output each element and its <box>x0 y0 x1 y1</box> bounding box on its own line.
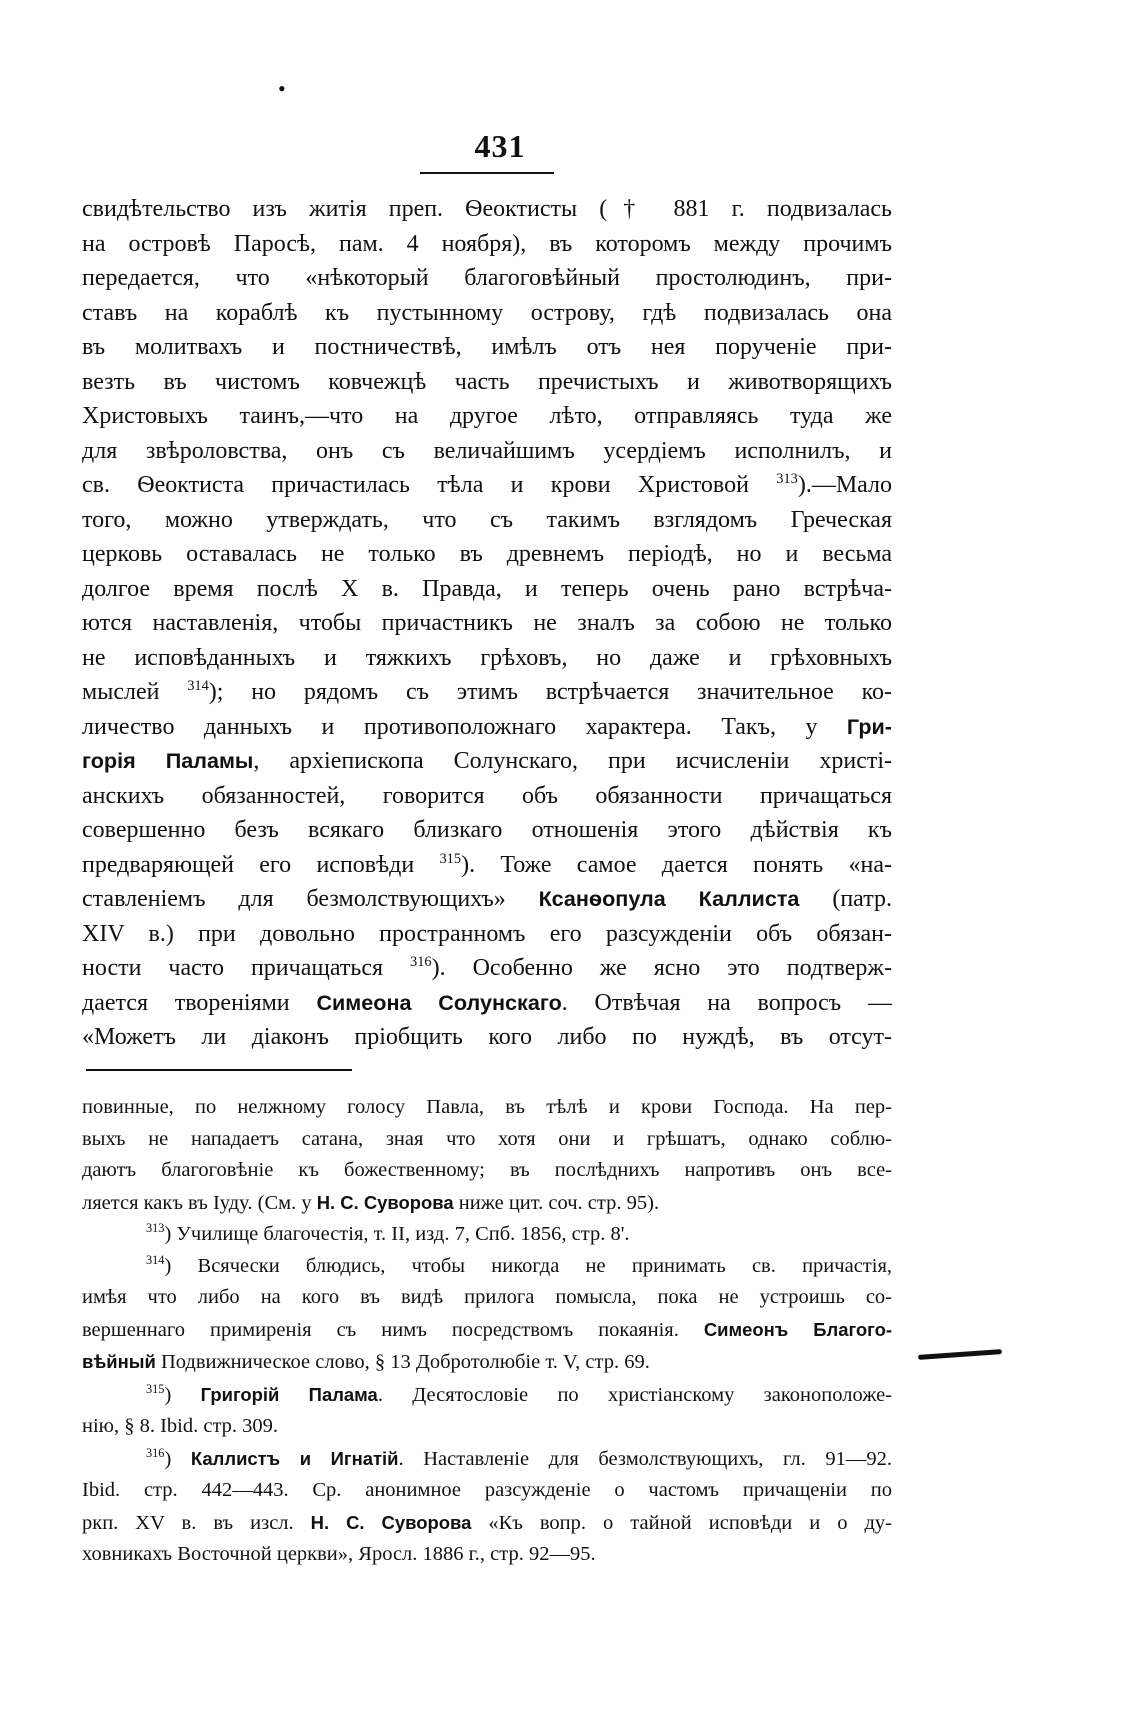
text-line: для звѣроловства, онъ съ величайшимъ усердіемъ исполнилъ, и <box>82 437 892 464</box>
text-line: ставъ на кораблѣ къ пустынному острову, гдѣ подвизалась она <box>82 299 892 326</box>
footnote-line: даютъ благоговѣніе къ божественному; въ послѣднихъ напротивъ онъ все- <box>82 1159 892 1181</box>
footnote-number: 315 <box>146 1381 165 1396</box>
text-line: на островѣ Паросѣ, пам. 4 ноября), въ которомъ между прочимъ <box>82 230 892 257</box>
footnotes <box>82 1092 892 1571</box>
text-line: ются наставленія, чтобы причастникъ не зналъ за собою не только <box>82 610 892 636</box>
text-line: везть въ чистомъ ковчежцѣ часть пречистыхъ и животворящихъ <box>82 368 892 395</box>
footnote-ref: 313 <box>776 471 798 487</box>
text-line: XIV в.) при довольно пространномъ его разсужденіи объ обязан- <box>82 920 892 947</box>
text-line: того, можно утверждать, что съ такимъ взглядомъ Греческая <box>82 506 892 533</box>
person-name: Гри- <box>846 713 892 739</box>
footnote-ref: 316 <box>410 954 432 970</box>
footnote-line: вѣйный Подвижническое слово, § 13 Добротолюбіе т. V, стр. 69. <box>82 1351 650 1373</box>
footnote-line: нію, § 8. Ibid. стр. 309. <box>82 1415 279 1437</box>
footnote-line: имѣя что либо на кого въ видѣ прилога помысла, пока не устроишь со- <box>82 1286 892 1308</box>
ink-speck: • <box>278 76 286 101</box>
text-line: не исповѣданныхъ и тяжкихъ грѣховъ, но даже и грѣховныхъ <box>82 644 892 671</box>
person-name: Каллистъ и Игнатій <box>190 1447 399 1469</box>
text-line: горія Паламы, архіепископа Солунскаго, при исчисленіи христі- <box>82 748 892 774</box>
text-line: церковь оставалась не только въ древнемъ періодѣ, но и весьма <box>82 541 892 567</box>
text-line: ставленіемъ для безмолствующихъ» Ксанѳопула Каллиста (патр. <box>82 886 892 912</box>
person-name: горія Паламы <box>82 748 254 773</box>
page-number: 431 <box>474 128 526 164</box>
footnote-ref: 315 <box>439 850 462 867</box>
person-name: Н. С. Суворова <box>310 1511 472 1533</box>
text-line: Христовыхъ таинъ,—что на другое лѣто, отправляясь туда же <box>82 403 892 429</box>
footnote-line: ркп. XV в. въ изсл. Н. С. Суворова «Къ вопр. о тайной исповѣди и о ду- <box>82 1511 893 1534</box>
text-line: свидѣтельство изъ житія преп. Ѳеоктисты († 881 г. подвизалась <box>82 196 892 222</box>
footnote-separator <box>86 1069 352 1071</box>
person-name: Н. С. Суворова <box>316 1191 454 1213</box>
text-line: «Можетъ ли діаконъ пріобщить кого либо по нуждѣ, въ отсут- <box>82 1024 892 1050</box>
person-name: вѣйный <box>82 1351 156 1372</box>
footnote-316: $^{316}$) Каллистъ и Игнатій. Наставленіе для безмолствующихъ, гл. 91—92. <box>146 1445 893 1470</box>
text-line: совершенно безъ всякаго близкаго отношенія этого дѣйствія къ <box>82 817 892 843</box>
footnote-line: повинные, по нелжному голосу Павла, въ тѣлѣ и крови Господа. На пер- <box>82 1096 892 1118</box>
footnote-ref: 314 <box>187 678 209 694</box>
person-name: Симеона Солунскаго <box>316 989 562 1015</box>
footnote-315: $^{315}$) Григорій Палама. Десятословіе по христіанскому законоположе- <box>146 1381 893 1406</box>
text-line: анскихъ обязанностей, говорится объ обязанности причащаться <box>82 782 892 809</box>
footnote-line: ховникахъ Восточной церкви», Яросл. 1886 г., стр. 92—95. <box>82 1543 596 1565</box>
footnote-314: $^{314}$) Всячески блюдись, чтобы никогда не принимать св. причастія, <box>146 1252 892 1277</box>
text-line: дается твореніями Симеона Солунскаго. Отвѣчая на вопросъ — <box>82 989 892 1016</box>
person-name: Симеонъ Благого- <box>703 1318 892 1340</box>
text-line: личество данныхъ и противоположнаго характера. Такъ, у Гри- <box>82 713 892 740</box>
footnote-number: 313 <box>146 1221 165 1236</box>
text-line: мыслей $^{314}$); но рядомъ съ этимъ встрѣчается значительное ко- <box>82 678 893 705</box>
person-name: Ксанѳопула Каллиста <box>538 886 800 911</box>
footnote-line: Ibid. стр. 442—443. Ср. анонимное разсужденіе о частомъ причащеніи по <box>82 1479 892 1501</box>
footnote-number: 316 <box>146 1445 165 1460</box>
person-name: Григорій Палама <box>200 1383 378 1405</box>
text-line: передается, что «нѣкоторый благоговѣйный простолюдинъ, при- <box>82 265 892 291</box>
footnote-line: вершеннаго примиренія съ нимъ посредствомъ покаянія. Симеонъ Благого- <box>82 1318 892 1341</box>
text-line: долгое время послѣ X в. Правда, и теперь очень рано встрѣча- <box>82 575 892 602</box>
page-number-underline <box>420 172 554 174</box>
text-line: ности часто причащаться $^{316}$). Особенно же ясно это подтверж- <box>82 954 892 981</box>
footnote-number: 314 <box>146 1252 165 1267</box>
text-line: предваряющей его исповѣди $^{315}$). Тоже самое дается понять «на- <box>82 850 892 878</box>
footnote-313: $^{313}$) Училище благочестія, т. II, изд. 7, Спб. 1856, стр. 8'. <box>146 1221 630 1245</box>
footnote-line: ляется какъ въ Іуду. (См. у Н. С. Суворова ниже цит. соч. стр. 95). <box>82 1191 660 1214</box>
text-line: св. Ѳеоктиста причастилась тѣла и крови Христовой $^{313}$).—Мало <box>82 471 892 498</box>
footnote-line: выхъ не нападаетъ сатана, зная что хотя они и грѣшатъ, однако соблю- <box>82 1127 892 1150</box>
text-line: въ молитвахъ и постничествѣ, имѣлъ отъ нея порученіе при- <box>82 334 892 360</box>
margin-pen-mark <box>918 1349 1002 1360</box>
main-text <box>82 192 892 1055</box>
